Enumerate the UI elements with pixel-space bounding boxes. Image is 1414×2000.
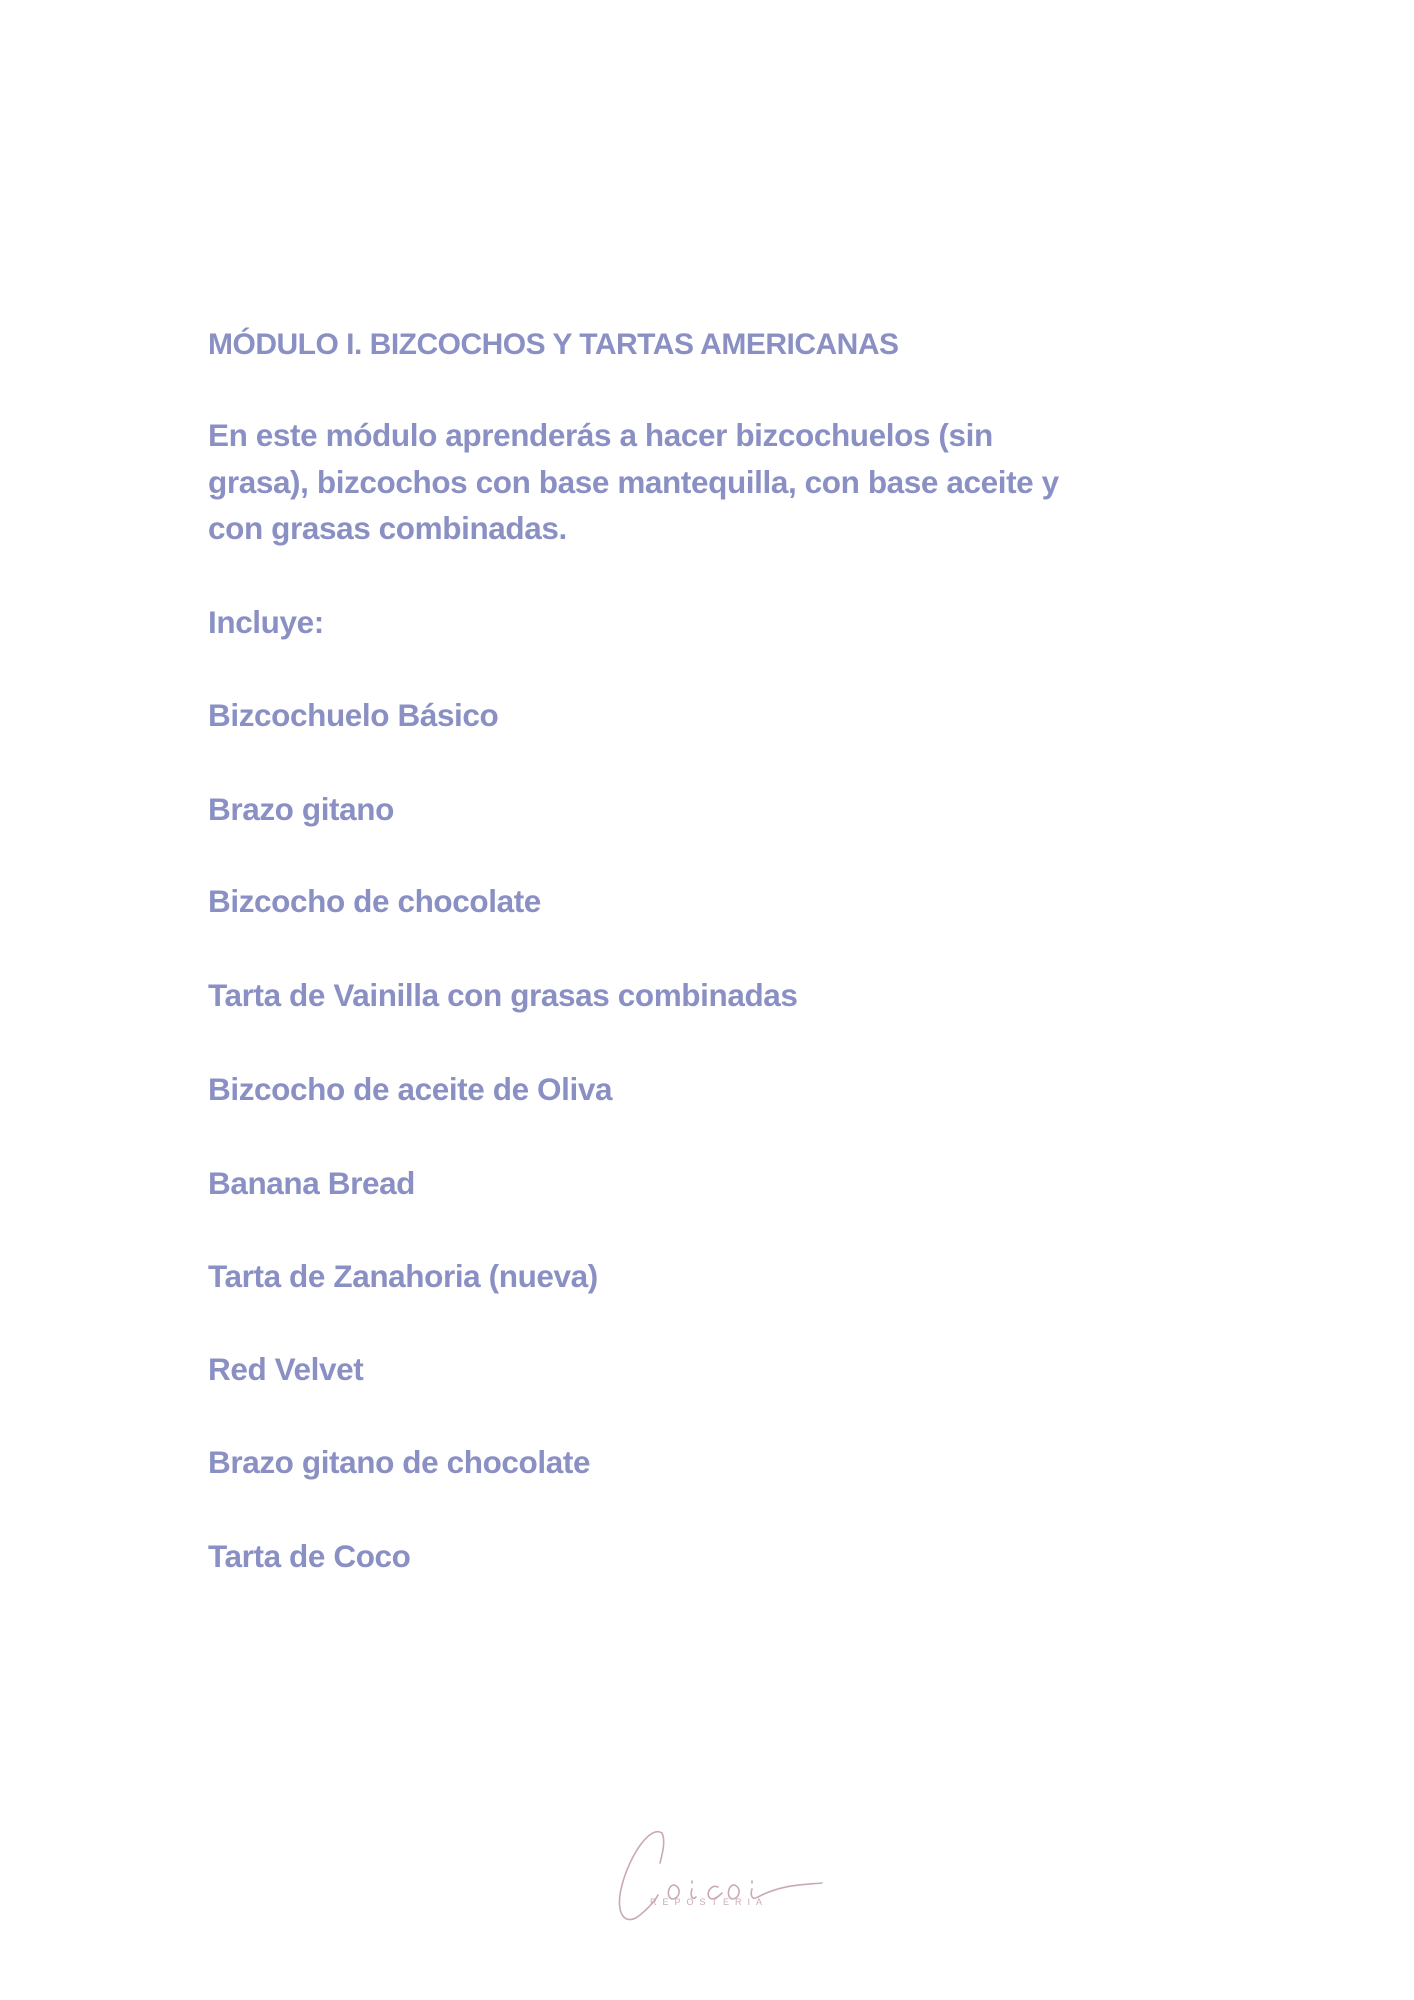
list-item: Bizcocho de chocolate: [208, 883, 541, 919]
coicoi-logo: [600, 1815, 830, 1935]
intro-line-1: En este módulo aprenderás a hacer bizcochuelos (sin: [208, 417, 993, 453]
list-item: Tarta de Coco: [208, 1538, 411, 1574]
list-item: Bizcochuelo Básico: [208, 697, 499, 733]
module-title: MÓDULO I. BIZCOCHOS Y TARTAS AMERICANAS: [208, 328, 899, 361]
intro-line-2: grasa), bizcochos con base mantequilla, con base aceite y: [208, 464, 1059, 500]
list-item: Brazo gitano: [208, 791, 394, 827]
list-item: Bizcocho de aceite de Oliva: [208, 1071, 613, 1107]
list-item: Tarta de Zanahoria (nueva): [208, 1258, 598, 1294]
list-item: Red Velvet: [208, 1351, 364, 1387]
list-item: Brazo gitano de chocolate: [208, 1444, 591, 1480]
includes-label: Incluye:: [208, 604, 324, 640]
logo-subtitle: REPOSTERIA: [650, 1897, 769, 1907]
intro-line-3: con grasas combinadas.: [208, 510, 567, 546]
list-item: Banana Bread: [208, 1165, 416, 1201]
list-item: Tarta de Vainilla con grasas combinadas: [208, 977, 798, 1013]
